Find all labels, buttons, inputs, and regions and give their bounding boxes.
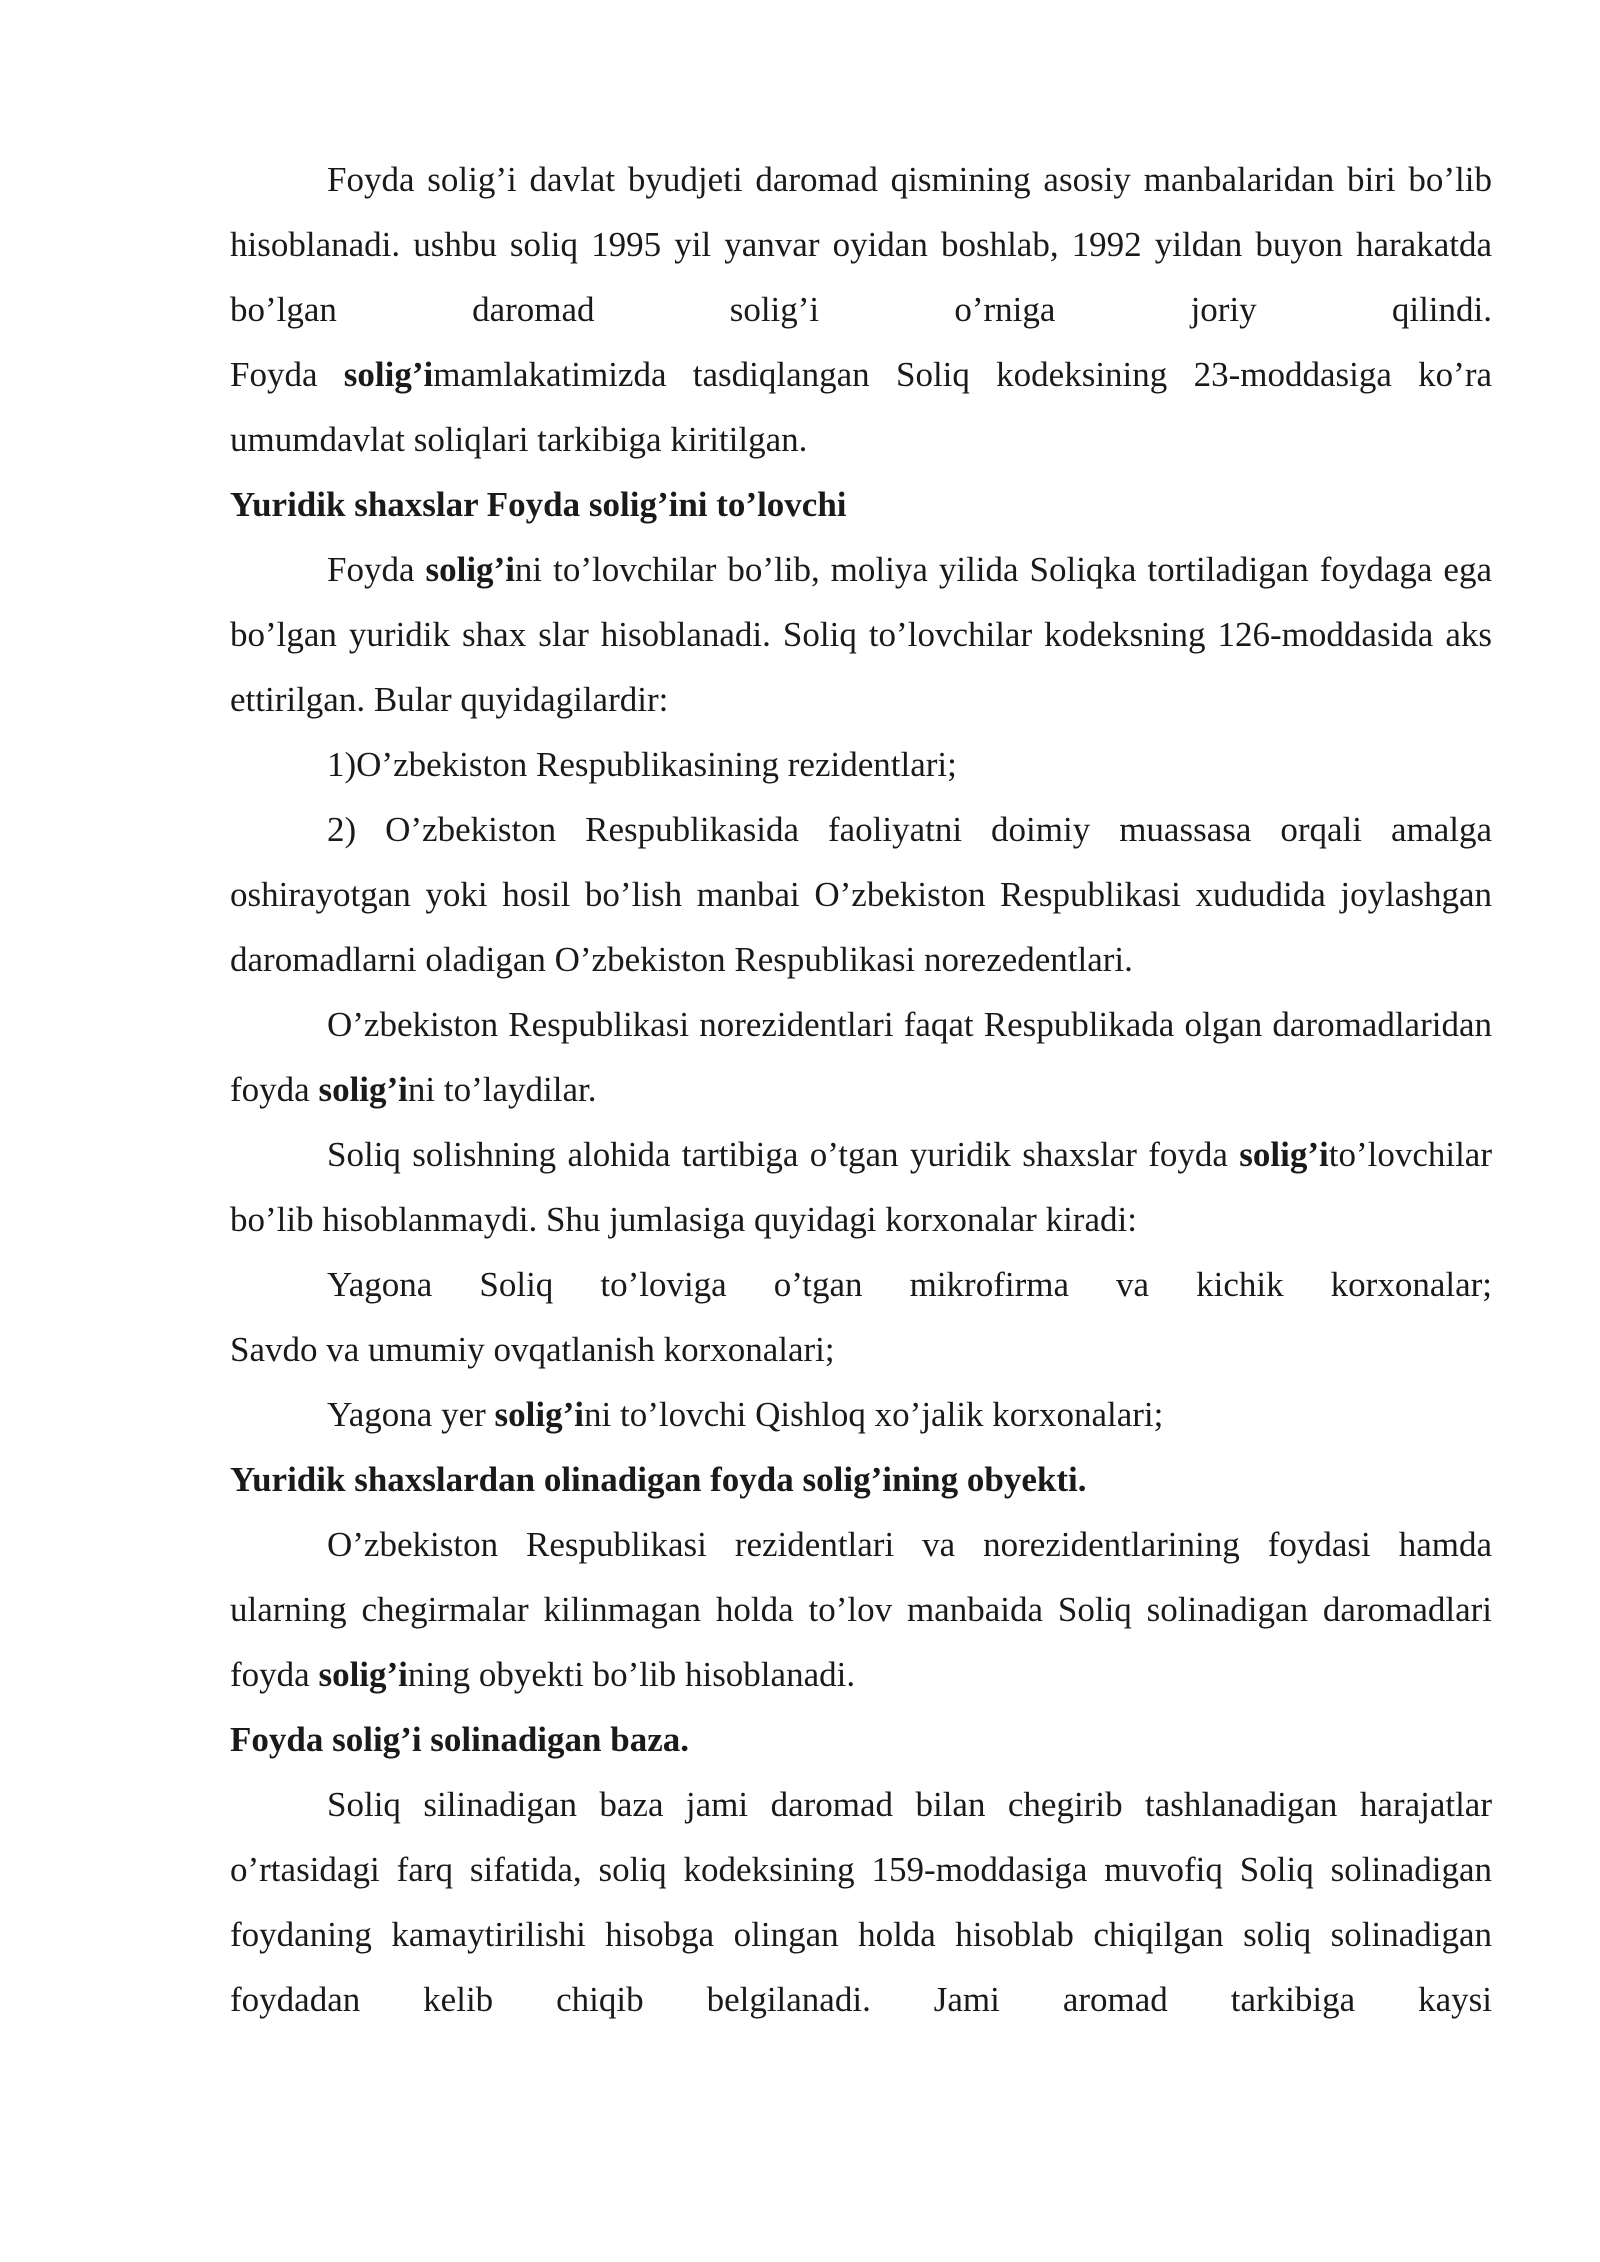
heading-tax-payers: Yuridik shaxslar Foyda solig’ini to’lovchi xyxy=(230,485,847,524)
paragraph-7-end: to’lovchilar bo’lib hisoblanmaydi. Shu jumlasiga quyidagi korxonalar kiradi: xyxy=(230,1135,1492,1239)
paragraph-10 xyxy=(230,1512,1492,1707)
list-item-2: 2) O’zbekiston Respublikasida faoliyatni doimiy muassasa orqali amalga oshirayotgan yoki hosil bo’lish manbai O’zbekiston Respublikasi xududida joylashgan daromadlarni oladigan O’zbekiston Respublikasi norezedentlari. xyxy=(230,810,1492,979)
paragraph-11: Soliq silinadigan baza jami daromad bilan chegirib tashlanadigan harajatlar o’rtasidagi farq sifatida, soliq kodeksining 159-moddasiga muvofiq Soliq solinadigan foydaning kamaytirilishi hisobga olingan holda hisoblab chiqilgan soliq solinadigan foydadan kelib chiqib belgilanadi. Jami aromad tarkibiga kaysi xyxy=(230,1785,1492,2019)
paragraph-9 xyxy=(230,1382,1492,1447)
paragraph-3-end: ni to’lovchilar bo’lib, moliya yilida Soliqka tortiladigan foydaga ega bo’lgan yuridik shax slar hisoblanadi. Soliq to’lovchilar kodeksning 126-moddasida aks ettirilgan. Bular quyidagilardir: xyxy=(230,550,1492,719)
paragraph-9-end: ni to’lovchi Qishloq xo’jalik korxonalari; xyxy=(584,1395,1164,1434)
paragraph-9-start: Yagona yer xyxy=(327,1395,495,1434)
paragraph-10-bold: solig’i xyxy=(318,1655,408,1694)
paragraph-9-bold: solig’i xyxy=(494,1395,584,1434)
list-item-1: 1)O’zbekiston Respublikasining rezidentlari; xyxy=(327,745,957,784)
paragraph-8-line-2: Savdo va umumiy ovqatlanish korxonalari; xyxy=(230,1330,835,1369)
paragraph-10-end: ning obyekti bo’lib hisoblanadi. xyxy=(407,1655,856,1694)
paragraph-7 xyxy=(230,1122,1492,1252)
paragraph-3-start: Foyda xyxy=(327,550,426,589)
paragraph-6-start: O’zbekiston Respublikasi norezidentlari faqat Respublikada olgan daromadlaridan foyda xyxy=(230,1005,1492,1109)
paragraph-2-start: Foyda xyxy=(230,355,344,394)
paragraph-6-end: ni to’laydilar. xyxy=(407,1070,597,1109)
heading-tax-base: Foyda solig’i solinadigan baza. xyxy=(230,1720,689,1759)
paragraph-6-bold: solig’i xyxy=(318,1070,408,1109)
paragraph-10-start: O’zbekiston Respublikasi rezidentlari va norezidentlarining foydasi hamda ularning chegirmalar kilinmagan holda to’lov manbaida Soliq solinadigan daromadlari foyda xyxy=(230,1525,1492,1694)
paragraph-3-bold: solig’i xyxy=(425,550,515,589)
paragraph-2-end: mamlakatimizda tasdiqlangan Soliq kodeksining 23-moddasiga ko’ra umumdavlat soliqlari tarkibiga kiritilgan. xyxy=(230,355,1493,459)
heading-tax-object: Yuridik shaxslardan olinadigan foyda solig’ining obyekti. xyxy=(230,1460,1087,1499)
document-page xyxy=(230,147,1492,2032)
paragraph-2 xyxy=(230,342,1492,472)
paragraph-2-bold: solig’i xyxy=(343,355,434,394)
paragraph-8-line-1: Yagona Soliq to’loviga o’tgan mikrofirma va kichik korxonalar; xyxy=(327,1265,1492,1304)
paragraph-7-bold: solig’i xyxy=(1239,1135,1329,1174)
paragraph-7-start: Soliq solishning alohida tartibiga o’tgan yuridik shaxslar foyda xyxy=(327,1135,1240,1174)
paragraph-3 xyxy=(230,537,1492,732)
paragraph-6 xyxy=(230,992,1492,1122)
paragraph-1: Foyda solig’i davlat byudjeti daromad qismining asosiy manbalaridan biri bo’lib hisoblanadi. ushbu soliq 1995 yil yanvar oyidan boshlab, 1992 yildan buyon harakatda bo’lgan daromad solig’i o’rniga joriy qilindi. xyxy=(230,160,1492,329)
